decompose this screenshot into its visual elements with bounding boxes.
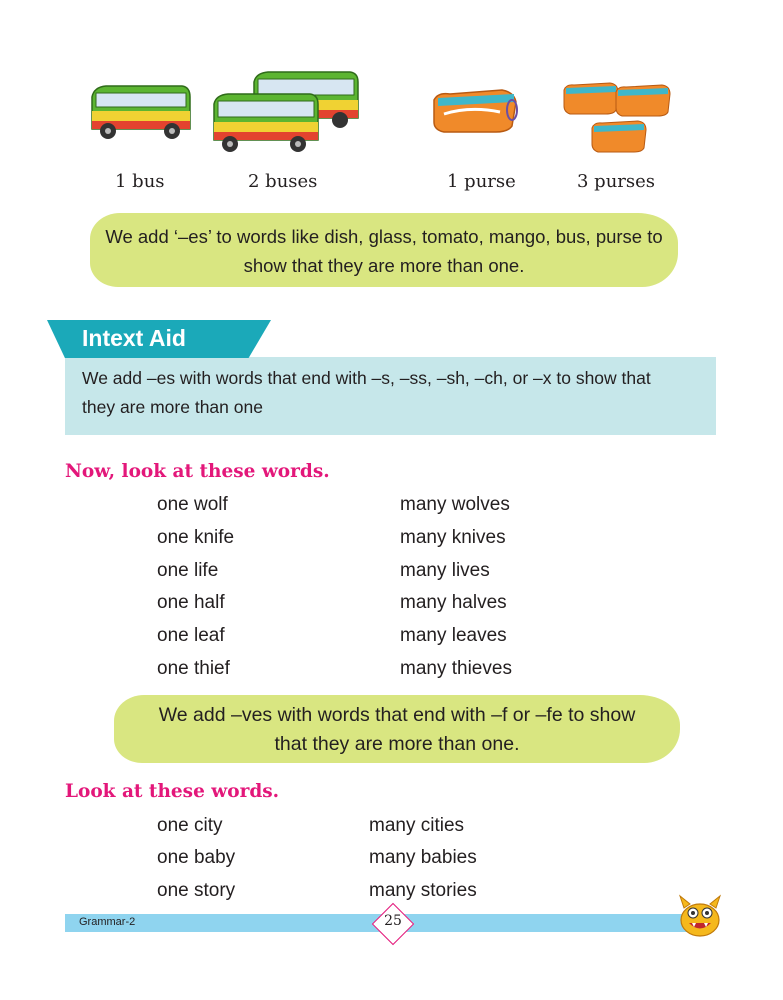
word-many: many lives	[400, 560, 490, 581]
word-many: many leaves	[400, 625, 507, 646]
word-many: many cities	[369, 815, 465, 836]
word-many: many thieves	[400, 658, 512, 679]
note-ves-line-1: We add –ves with words that end with –f or –fe to show	[158, 704, 636, 726]
note-es-line-1: We add ‘–es’ to words like dish, glass, tomato, mango, bus, purse to	[105, 226, 663, 247]
word-many: many halves	[400, 592, 507, 613]
caption-1-purse: 1 purse	[447, 171, 516, 192]
word-one: one life	[157, 560, 219, 581]
bus-icon	[210, 70, 360, 154]
caption-3-purses: 3 purses	[577, 171, 656, 192]
page-number: 25	[384, 913, 402, 929]
note-es-line-2: show that they are more than one.	[243, 255, 525, 276]
section-heading-now-look: Now, look at these words.	[65, 461, 330, 482]
word-many: many babies	[369, 847, 477, 868]
word-one: one leaf	[157, 625, 225, 646]
monster-mascot-icon	[676, 894, 724, 938]
caption-1-bus: 1 bus	[115, 171, 165, 192]
purse-icon	[430, 88, 520, 134]
section-heading-look-at: Look at these words.	[65, 781, 280, 802]
intext-aid-line-2: they are more than one	[82, 397, 263, 417]
word-one: one story	[157, 880, 236, 901]
word-many: many knives	[400, 527, 506, 548]
note-es-box	[90, 213, 678, 287]
footer-label: Grammar-2	[79, 916, 136, 928]
word-one: one city	[157, 815, 223, 836]
bus-icon	[86, 83, 192, 141]
word-one: one wolf	[157, 494, 228, 515]
intext-aid-title: Intext Aid	[82, 325, 186, 351]
caption-2-buses: 2 buses	[248, 171, 318, 192]
intext-aid-line-1: We add –es with words that end with –s, –ss, –sh, –ch, or –x to show that	[82, 368, 651, 388]
word-one: one thief	[157, 658, 230, 679]
purse-icon	[560, 80, 676, 156]
word-one: one knife	[157, 527, 235, 548]
word-one: one half	[157, 592, 225, 613]
intext-aid-text	[82, 364, 702, 422]
word-many: many wolves	[400, 494, 510, 515]
word-many: many stories	[369, 880, 477, 901]
word-one: one baby	[157, 847, 236, 868]
note-ves-line-2: that they are more than one.	[274, 733, 520, 755]
note-ves-box	[114, 695, 680, 763]
